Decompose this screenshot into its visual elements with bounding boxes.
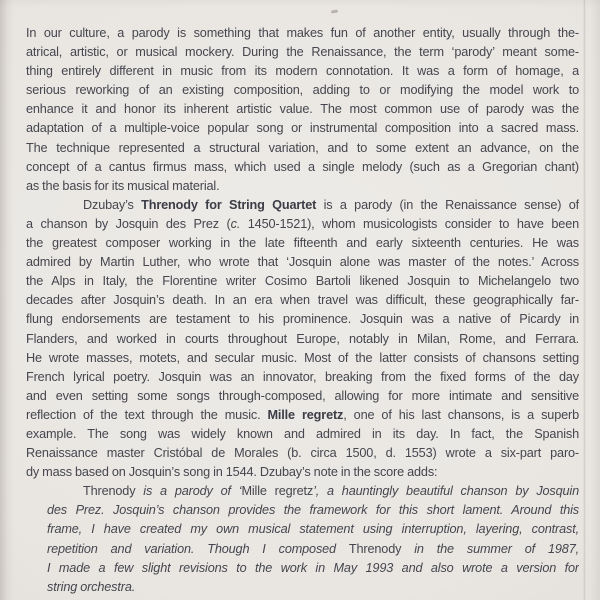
text-line: decades after Josquin’s death. In an era when travel was difficult, these geographically far-	[26, 293, 579, 308]
text-line: serious reworking of an existing composition, adding to or modifying the model work to	[26, 83, 579, 98]
text-line: example. The song was widely known and admired in its day. In fact, the Spanish	[26, 426, 579, 441]
text-line: and even setting some songs through-composed, allowing for more intimate and sensitive	[26, 388, 579, 403]
paragraph-composer-score-note-quote	[47, 482, 579, 597]
text-line: des Prez. Josquin’s chanson provides the framework for this short lament. Around this	[47, 503, 579, 518]
text-line: Threnody is a parody of ‘Mille regretz’, a hauntingly beautiful chanson by Josquin	[83, 484, 579, 499]
text-line: repetition and variation. Though I composed Threnody in the summer of 1987,	[47, 541, 579, 556]
text-line: frame, I have created my own musical statement using interruption, layering, contrast,	[47, 522, 579, 537]
text-line: French lyrical poetry. Josquin was an innovator, breaking from the fixed forms of the day	[26, 369, 579, 384]
text-line: I made a few slight revisions to the work in May 1993 and also wrote a version for	[47, 560, 579, 575]
text-line: atrical, artistic, or musical mockery. During the Renaissance, the term ‘parody’ meant some-	[26, 45, 579, 60]
text-line: In our culture, a parody is something that makes fun of another entity, usually through the-	[26, 26, 579, 40]
liner-notes-text	[26, 24, 579, 597]
paragraph-parody-intro	[26, 24, 579, 196]
text-line: flung endorsements are testament to his prominence. Josquin was a native of Picardy in	[26, 312, 579, 327]
scan-crease-line	[583, 0, 586, 600]
scan-speck-mark	[331, 9, 338, 13]
text-line: Renaissance master Cristóbal de Morales (b. circa 1500, d. 1553) wrote a six-part paro-	[26, 446, 579, 461]
text-line: dy mass based on Josquin’s song in 1544. Dzubay’s note in the score adds:	[26, 465, 438, 480]
text-line: He wrote masses, motets, and secular music. Most of the latter consists of chansons setting	[26, 350, 579, 365]
text-line: the Alps in Italy, the Florentine writer Cosimo Bartoli likened Josquin to Michelangelo two	[26, 274, 579, 289]
text-line: adaptation of a multiple-voice popular song or instrumental composition into a sacred mass.	[26, 121, 579, 136]
paragraph-threnody-josquin-history	[26, 196, 579, 482]
text-line: enhance it and honor its inherent artistic value. The most common use of parody was the	[26, 102, 579, 117]
text-line: admired by Martin Luther, who wrote that ‘Josquin alone was master of the notes.’ Across	[26, 255, 579, 270]
text-line: thing entirely different in music from its modern connotation. It was a form of homage, a	[26, 64, 579, 79]
text-line: reflection of the text through the music. Mille regretz, one of his last chansons, is a superb	[26, 407, 579, 422]
text-line: Flanders, and worked in courts throughout Europe, notably in Milan, Rome, and Ferrara.	[26, 331, 579, 346]
text-line: Dzubay’s Threnody for String Quartet is a parody (in the Renaissance sense) of	[83, 197, 579, 212]
text-line: concept of a cantus firmus mass, which used a single melody (such as a Gregorian chant)	[26, 159, 579, 174]
text-line: as the basis for its musical material.	[26, 178, 220, 193]
text-line: string orchestra.	[47, 579, 136, 594]
text-line: the greatest composer working in the late fifteenth and early sixteenth centuries. He was	[26, 236, 579, 251]
text-line: a chanson by Josquin des Prez (c. 1450-1521), whom musicologists consider to have been	[26, 216, 579, 231]
text-line: The technique represented a structural variation, and to some extent an advance, on the	[26, 140, 579, 155]
